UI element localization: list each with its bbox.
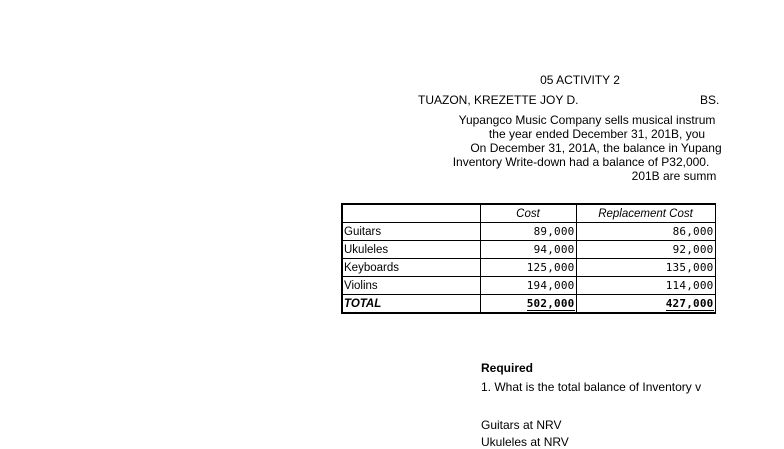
total-cost: 502,000 [527,297,575,313]
required-heading: Required [481,361,534,375]
replacement-value: 86,000 [576,223,715,241]
table-row [342,277,715,295]
course-label: BS. [700,93,720,107]
problem-line: On December 31, 201A, the balance in Yupang [470,141,722,155]
cost-value: 94,000 [480,241,576,259]
problem-line: the year ended December 31, 201B, you [488,127,706,141]
replacement-value: 135,000 [576,259,715,277]
problem-line: 201B are summ [631,169,717,183]
answer-line: Ukuleles at NRV [481,435,569,449]
activity-title: 05 ACTIVITY 2 [540,73,620,87]
item-name: Keyboards [342,259,480,277]
replacement-value: 92,000 [576,241,715,259]
header-replacement-cost: Replacement Cost [576,204,715,223]
student-name: TUAZON, KREZETTE JOY D. [418,93,579,107]
cost-value: 194,000 [480,277,576,295]
total-replacement: 427,000 [666,297,714,313]
answer-line: Guitars at NRV [481,418,562,432]
total-label: TOTAL [342,295,480,314]
header-item [342,204,480,223]
table-row [342,259,715,277]
item-name: Ukuleles [342,241,480,259]
item-name: Guitars [342,223,480,241]
item-name: Violins [342,277,480,295]
table-row [342,241,715,259]
header-cost: Cost [480,204,576,223]
table-header-row [342,204,715,223]
replacement-value: 114,000 [576,277,715,295]
cost-value: 125,000 [480,259,576,277]
cost-value: 89,000 [480,223,576,241]
problem-line: Inventory Write-down had a balance of P32,000. [452,155,710,169]
inventory-table [341,203,716,314]
required-question: 1. What is the total balance of Inventory v [481,380,702,394]
problem-line: Yupangco Music Company sells musical instrum [458,113,716,127]
table-total-row [342,295,715,314]
table-row [342,223,715,241]
